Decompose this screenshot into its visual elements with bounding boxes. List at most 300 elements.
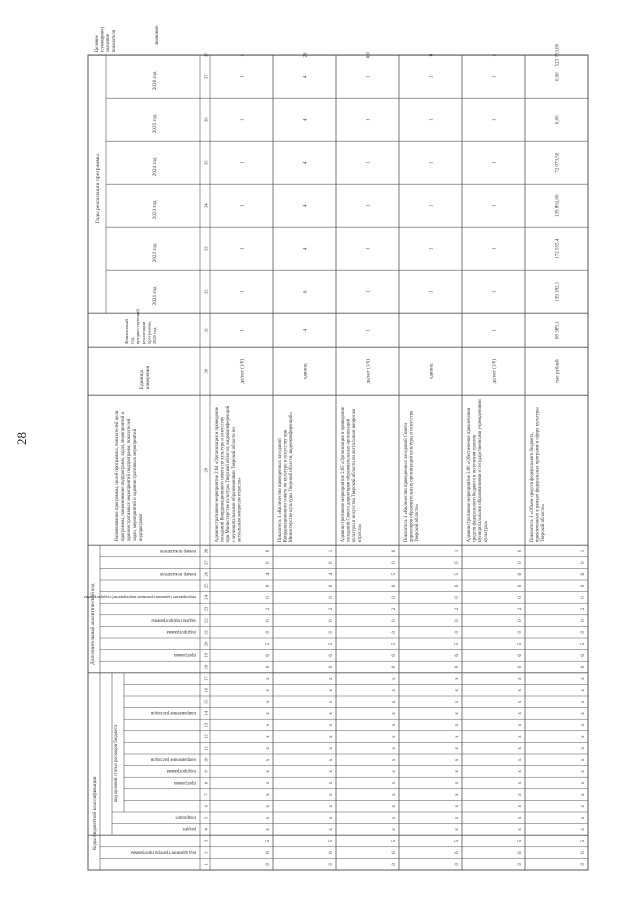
code-cell: x: [266, 816, 271, 820]
code-cell: x: [518, 816, 523, 820]
base-year-cell: 1: [492, 328, 498, 332]
code-cell: x: [329, 712, 334, 715]
code-cell: 0: [581, 862, 586, 866]
code-cell: 0: [518, 561, 523, 564]
code-cell: x: [581, 688, 586, 692]
code-cell: x: [518, 793, 523, 796]
year-value-cell: 1: [429, 204, 435, 207]
column-number: 31: [203, 327, 209, 333]
code-cell: 6: [518, 654, 523, 657]
code-cell: x: [266, 723, 271, 727]
year-value-cell: 1: [366, 161, 372, 164]
code-cell: x: [455, 688, 460, 692]
code-cell: 0: [392, 630, 397, 634]
code-cell: x: [329, 735, 334, 738]
table-border: [88, 55, 588, 870]
year-value-cell: 1: [429, 247, 435, 250]
kbk-header: Коды бюджетной классификации: [92, 776, 98, 850]
year-value-cell: 1: [366, 118, 372, 121]
code-cell: 0: [392, 549, 397, 553]
target-group-header: Целевое(суммарное)значениепоказателя: [95, 26, 117, 53]
name-cell: Административное мероприятие 2.06 «Обеспечение привлечениясредств федерального бюджета и получения грантовмуниципальными образованиями и государственными учреждениямикультуры»: [467, 399, 489, 543]
code-cell: 2: [266, 607, 271, 611]
year-value-cell: 1: [492, 247, 498, 250]
analytic-program-header: программа: [173, 652, 196, 658]
unit-cell: да/нет (1/0): [366, 359, 372, 384]
year-header: 2023 год: [152, 200, 158, 220]
code-cell: 0: [266, 549, 271, 553]
column-number: 14: [203, 711, 209, 716]
code-cell: 0: [581, 619, 586, 622]
column-number: 9: [203, 770, 209, 773]
code-cell: x: [581, 816, 586, 820]
code-cell: x: [392, 804, 397, 808]
column-number: 28: [203, 548, 209, 554]
code-cell: 6: [581, 572, 586, 576]
code-cell: 0: [581, 630, 586, 634]
code-cell: 0: [518, 584, 523, 588]
base-year-cell: 1: [366, 328, 372, 332]
table-svg: [84, 25, 588, 870]
name-cell: Показатель 1 «Количество проведенных заседанийКоординационного совета по культуре и искусству приМинистерстве культуры Тверской области, видеоконференций»: [278, 412, 295, 543]
code-cell: 5: [518, 839, 523, 843]
year-value-cell: 4: [303, 75, 309, 78]
code-cell: 0: [455, 561, 460, 564]
code-cell: x: [518, 712, 523, 715]
code-cell: x: [392, 781, 397, 785]
code-cell: 0: [518, 596, 523, 599]
year-value-cell: 1: [240, 161, 246, 164]
code-cell: x: [581, 700, 586, 704]
code-cell: x: [329, 688, 334, 692]
admin-code-header: код администратора программы: [130, 849, 196, 855]
base-year-column-header: Финансовыйгод,предшествующийреализациипрограммы,2020 год: [124, 309, 157, 345]
column-number: 16: [203, 687, 209, 693]
code-cell: 0: [518, 630, 523, 634]
expense-direction-header: направление расходов: [150, 710, 196, 716]
page-number: 28: [14, 432, 29, 445]
year-value-cell: 1: [492, 161, 498, 164]
code-cell: x: [392, 793, 397, 796]
code-cell: x: [455, 770, 460, 773]
year-value-cell: 139 182,1: [555, 281, 561, 302]
code-cell: x: [266, 700, 271, 704]
code-cell: x: [329, 700, 334, 704]
code-cell: 2: [581, 607, 586, 611]
code-cell: 1: [329, 549, 334, 553]
code-cell: x: [581, 712, 586, 715]
code-cell: 5: [581, 839, 586, 843]
column-number: 36: [203, 117, 209, 122]
code-cell: 0: [266, 584, 271, 588]
code-cell: x: [329, 804, 334, 808]
code-cell: x: [266, 677, 271, 680]
code-cell: x: [455, 746, 460, 750]
column-number: 37: [203, 74, 209, 79]
code-cell: 0: [392, 665, 397, 669]
year-header: 2021 год: [152, 286, 158, 306]
year-value-cell: 4: [303, 118, 309, 121]
code-cell: 5: [329, 839, 334, 843]
code-cell: 0: [329, 596, 334, 599]
code-cell: 0: [392, 561, 397, 564]
code-cell: x: [329, 770, 334, 773]
code-cell: x: [329, 816, 334, 820]
table-row: [273, 52, 334, 870]
section-header: раздел: [182, 826, 196, 832]
code-cell: x: [455, 677, 460, 680]
column-number: 19: [203, 653, 209, 658]
code-cell: 0: [581, 561, 586, 564]
year-value-cell: 1: [429, 118, 435, 121]
year-value-cell: 1: [366, 75, 372, 78]
code-cell: x: [392, 735, 397, 738]
code-cell: 0: [392, 619, 397, 622]
code-cell: 6: [455, 654, 460, 657]
code-cell: 0: [392, 596, 397, 599]
column-number: 5: [203, 816, 209, 819]
year-value-cell: 1: [366, 204, 372, 207]
code-cell: 6: [581, 851, 586, 854]
code-cell: 6: [518, 851, 523, 854]
code-cell: x: [518, 677, 523, 680]
column-number: 13: [203, 722, 209, 728]
program-header: программа: [173, 779, 196, 785]
column-number: 3: [203, 839, 209, 843]
code-cell: 0: [518, 619, 523, 622]
year-value-cell: 4: [303, 247, 309, 250]
year-header: 2024 год: [152, 157, 158, 177]
code-cell: 2: [329, 607, 334, 611]
code-cell: 6: [266, 851, 271, 854]
code-cell: 6: [329, 654, 334, 657]
code-cell: 6: [518, 572, 523, 576]
code-cell: x: [266, 770, 271, 773]
code-cell: 5: [266, 642, 271, 646]
code-cell: 0: [455, 630, 460, 634]
code-cell: 6: [392, 654, 397, 657]
base-year-cell: 1: [240, 328, 246, 332]
year-value-cell: 1: [240, 204, 246, 207]
code-cell: x: [329, 758, 334, 762]
target-value-cell: x: [240, 53, 246, 57]
target-value-cell: 523 703,00: [555, 43, 561, 67]
year-header: 2025 год: [152, 114, 158, 134]
code-cell: x: [455, 793, 460, 796]
year-value-cell: 6: [303, 290, 309, 293]
task-number-header: задача подпрограммы: [151, 617, 196, 623]
column-number: 4: [203, 828, 209, 831]
code-cell: x: [518, 723, 523, 727]
code-cell: 0: [329, 619, 334, 622]
year-value-cell: 1: [429, 75, 435, 78]
code-cell: 0: [581, 584, 586, 588]
code-cell: x: [329, 746, 334, 750]
code-cell: 4: [329, 572, 334, 576]
target-value-cell: x: [492, 53, 498, 57]
event-number-header: мероприятие (административное мероприятие) подпрограммы: [84, 595, 196, 601]
code-cell: x: [392, 770, 397, 773]
column-number: 6: [203, 805, 209, 808]
indicator-number-header: номер показателя: [160, 547, 196, 553]
code-cell: 5: [581, 642, 586, 646]
code-cell: x: [329, 781, 334, 785]
direction-header: направление расходов: [150, 756, 196, 762]
base-year-cell: 69 389,1: [555, 321, 561, 339]
code-cell: x: [455, 735, 460, 738]
column-number: 33: [203, 246, 209, 251]
year-value-cell: 72 073,50: [555, 152, 561, 173]
unit-cell: тыс рублей: [555, 359, 561, 384]
column-number: 30: [203, 368, 209, 374]
code-cell: 4: [266, 572, 271, 576]
code-cell: x: [455, 804, 460, 808]
analytic-subprogram-header: подпрограмма: [166, 629, 196, 635]
code-cell: x: [392, 828, 397, 831]
year-value-cell: 1: [492, 118, 498, 121]
year-value-cell: 1: [366, 290, 372, 293]
column-number: 1: [203, 863, 209, 866]
table-row: [525, 43, 586, 870]
code-cell: 2: [518, 607, 523, 611]
code-cell: 0: [392, 584, 397, 588]
code-cell: 0: [329, 584, 334, 588]
analytic-code-header: Дополнительный аналитический код: [90, 583, 96, 665]
code-cell: 0: [266, 619, 271, 622]
code-cell: 5: [455, 572, 460, 576]
year-value-cell: 0,00: [555, 115, 561, 125]
code-cell: x: [518, 688, 523, 692]
column-number: 27: [203, 560, 209, 565]
code-cell: x: [392, 712, 397, 715]
code-cell: 0: [455, 862, 460, 866]
name-cell: Административное мероприятие 2.05 «Организация и проведениезаседаний Совета директоров образовательных организацийкультуры и искусства Тверской области по актуальным вопросамотрасли»: [341, 406, 363, 543]
code-cell: 0: [392, 862, 397, 866]
code-cell: x: [392, 700, 397, 704]
code-cell: x: [266, 712, 271, 715]
code-cell: x: [581, 770, 586, 773]
code-cell: x: [581, 781, 586, 785]
code-cell: x: [455, 723, 460, 727]
table-grid: [88, 55, 588, 870]
code-cell: 0: [266, 665, 271, 669]
unit-cell: да/нет (1/0): [240, 359, 246, 384]
code-cell: 5: [266, 839, 271, 843]
year-value-cell: 4: [303, 204, 309, 207]
code-cell: x: [581, 758, 586, 762]
code-cell: 0: [518, 862, 523, 866]
column-number: 22: [203, 618, 209, 623]
column-number: 32: [203, 289, 209, 294]
code-cell: x: [581, 793, 586, 796]
kcsr-header: код целевой статьи расходов бюджета: [114, 724, 119, 802]
code-cell: 0: [266, 596, 271, 599]
name-column-header: Наименование программы, целей программы, показателей целипрограммы, наименование подпрограмм, задач, мероприятий иадминистративных мероприятий подпрограмм, показателейзадач, мероприятий и административных мероприятийподпрограмм: [115, 410, 144, 542]
code-cell: 6: [392, 851, 397, 854]
code-cell: x: [329, 793, 334, 796]
year-value-cell: 0,00: [555, 72, 561, 82]
code-cell: x: [392, 816, 397, 820]
code-cell: 0: [455, 619, 460, 622]
column-number: 7: [203, 793, 209, 796]
code-cell: x: [266, 758, 271, 762]
column-number: 20: [203, 641, 209, 647]
code-cell: x: [518, 781, 523, 785]
year-value-cell: 1: [240, 118, 246, 121]
target-value-cell: 26: [303, 52, 309, 58]
code-cell: x: [581, 804, 586, 808]
code-cell: x: [266, 735, 271, 738]
code-cell: 0: [329, 665, 334, 669]
column-number: 10: [203, 757, 209, 763]
base-year-cell: 4: [303, 328, 309, 332]
column-number: 15: [203, 699, 209, 705]
name-cell: Показатель 1 «Количество проведенных заседаний Советадиректоров образовательных организаций культуры и искусстваТверской области»: [404, 410, 421, 543]
code-cell: x: [392, 723, 397, 727]
code-cell: 0: [518, 665, 523, 669]
code-cell: 6: [266, 654, 271, 657]
unit-column-header: Единицаизмерения: [139, 366, 151, 390]
column-number: 23: [203, 606, 209, 612]
code-cell: 0: [329, 630, 334, 634]
code-cell: 0: [455, 596, 460, 599]
year-value-cell: 1: [366, 247, 372, 250]
code-cell: x: [392, 746, 397, 750]
table-row: [336, 51, 397, 870]
code-cell: x: [518, 804, 523, 808]
code-cell: 5: [329, 642, 334, 646]
year-value-cell: 139 892,00: [555, 194, 561, 217]
target-value-cell: 6,0: [366, 51, 372, 59]
code-cell: 1: [455, 549, 460, 553]
code-cell: x: [266, 804, 271, 808]
year-value-cell: 1: [429, 161, 435, 164]
column-number: 37: [203, 52, 209, 58]
code-cell: x: [518, 770, 523, 773]
code-cell: x: [518, 828, 523, 831]
year-value-cell: 1: [492, 75, 498, 78]
code-cell: 0: [266, 862, 271, 866]
name-cell: Показатель 1 «Объем средств федерального бюджета,привлеченных в рамках федеральных программ в сферу культурыТверской области»: [530, 407, 547, 543]
column-number: 35: [203, 160, 209, 165]
budget-program-table: [84, 25, 588, 870]
unit-cell: единиц: [429, 363, 435, 379]
code-cell: x: [392, 677, 397, 680]
code-cell: x: [329, 723, 334, 727]
column-number: 17: [203, 676, 209, 681]
year-value-cell: 1: [429, 290, 435, 293]
code-cell: 5: [518, 642, 523, 646]
code-cell: x: [518, 735, 523, 738]
code-cell: x: [518, 700, 523, 704]
code-cell: 6: [581, 654, 586, 657]
code-cell: 5: [392, 839, 397, 843]
year-value-cell: 4: [303, 161, 309, 164]
year-value-cell: 1: [492, 204, 498, 207]
code-cell: 2: [455, 607, 460, 611]
column-number: 8: [203, 781, 209, 785]
table-row: [462, 53, 523, 870]
code-cell: 0: [329, 561, 334, 564]
code-cell: x: [581, 723, 586, 727]
code-cell: x: [581, 677, 586, 680]
code-cell: 6: [329, 851, 334, 854]
code-cell: 0: [266, 630, 271, 634]
code-cell: x: [392, 758, 397, 762]
code-cell: 0: [581, 665, 586, 669]
code-cell: x: [266, 781, 271, 785]
code-cell: x: [581, 828, 586, 831]
name-cell: Административное мероприятие 2.04 «Организация и проведениезаседаний Координационного совета по культуре и искусствупри Министерстве культуры Тверской области, видеоконференцийс муниципальными образованиями Тверской области поактуальным вопросам отрасли»: [215, 405, 243, 543]
code-cell: x: [455, 712, 460, 715]
unit-cell: да/нет (1/0): [492, 359, 498, 384]
column-number: 34: [203, 203, 209, 208]
code-cell: x: [455, 758, 460, 762]
event-kind-header: номер показателя: [160, 571, 196, 577]
code-cell: x: [518, 746, 523, 750]
year-header: 2026 год: [152, 71, 158, 91]
code-cell: x: [266, 688, 271, 692]
code-cell: x: [329, 677, 334, 680]
code-cell: 2: [392, 607, 397, 611]
code-cell: 5: [392, 572, 397, 576]
table-row: [399, 53, 460, 870]
column-number: 18: [203, 664, 209, 670]
code-cell: x: [518, 758, 523, 762]
column-number: 11: [203, 745, 209, 751]
code-cell: x: [329, 828, 334, 831]
years-group-header: Годы реализации программы: [95, 154, 101, 224]
code-cell: 0: [455, 665, 460, 669]
code-cell: 0: [581, 596, 586, 599]
year-value-cell: 1: [240, 75, 246, 78]
code-cell: x: [266, 746, 271, 750]
column-number: 21: [203, 629, 209, 635]
subsection-header: подраздел: [175, 814, 196, 820]
year-value-cell: 1: [492, 290, 498, 293]
code-cell: 5: [392, 642, 397, 646]
target-value-header: значение: [154, 25, 160, 46]
code-cell: x: [581, 746, 586, 750]
code-cell: 6: [455, 851, 460, 854]
column-number: 24: [203, 595, 209, 600]
column-number: 26: [203, 571, 209, 577]
column-number: 29: [203, 467, 209, 473]
column-number: 25: [203, 583, 209, 589]
code-cell: 0: [518, 549, 523, 553]
code-cell: 0: [266, 561, 271, 564]
table-row: [215, 53, 271, 865]
unit-cell: единиц: [303, 363, 309, 379]
column-number: 2: [203, 851, 209, 854]
subprogram-header: подпрограмма: [166, 768, 196, 774]
rotated-table: [84, 25, 588, 870]
code-cell: 5: [455, 642, 460, 646]
code-cell: x: [392, 688, 397, 692]
column-number-row: [204, 52, 209, 865]
table-header: [84, 25, 196, 855]
code-cell: x: [455, 700, 460, 704]
code-cell: 5: [455, 839, 460, 843]
year-value-cell: 172 555,4: [555, 238, 561, 259]
code-cell: x: [455, 828, 460, 831]
code-cell: x: [581, 735, 586, 738]
year-value-cell: 1: [240, 247, 246, 250]
year-header: 2022 год: [152, 243, 158, 263]
code-cell: x: [266, 793, 271, 796]
code-cell: x: [455, 781, 460, 785]
target-value-cell: 6: [429, 53, 435, 57]
